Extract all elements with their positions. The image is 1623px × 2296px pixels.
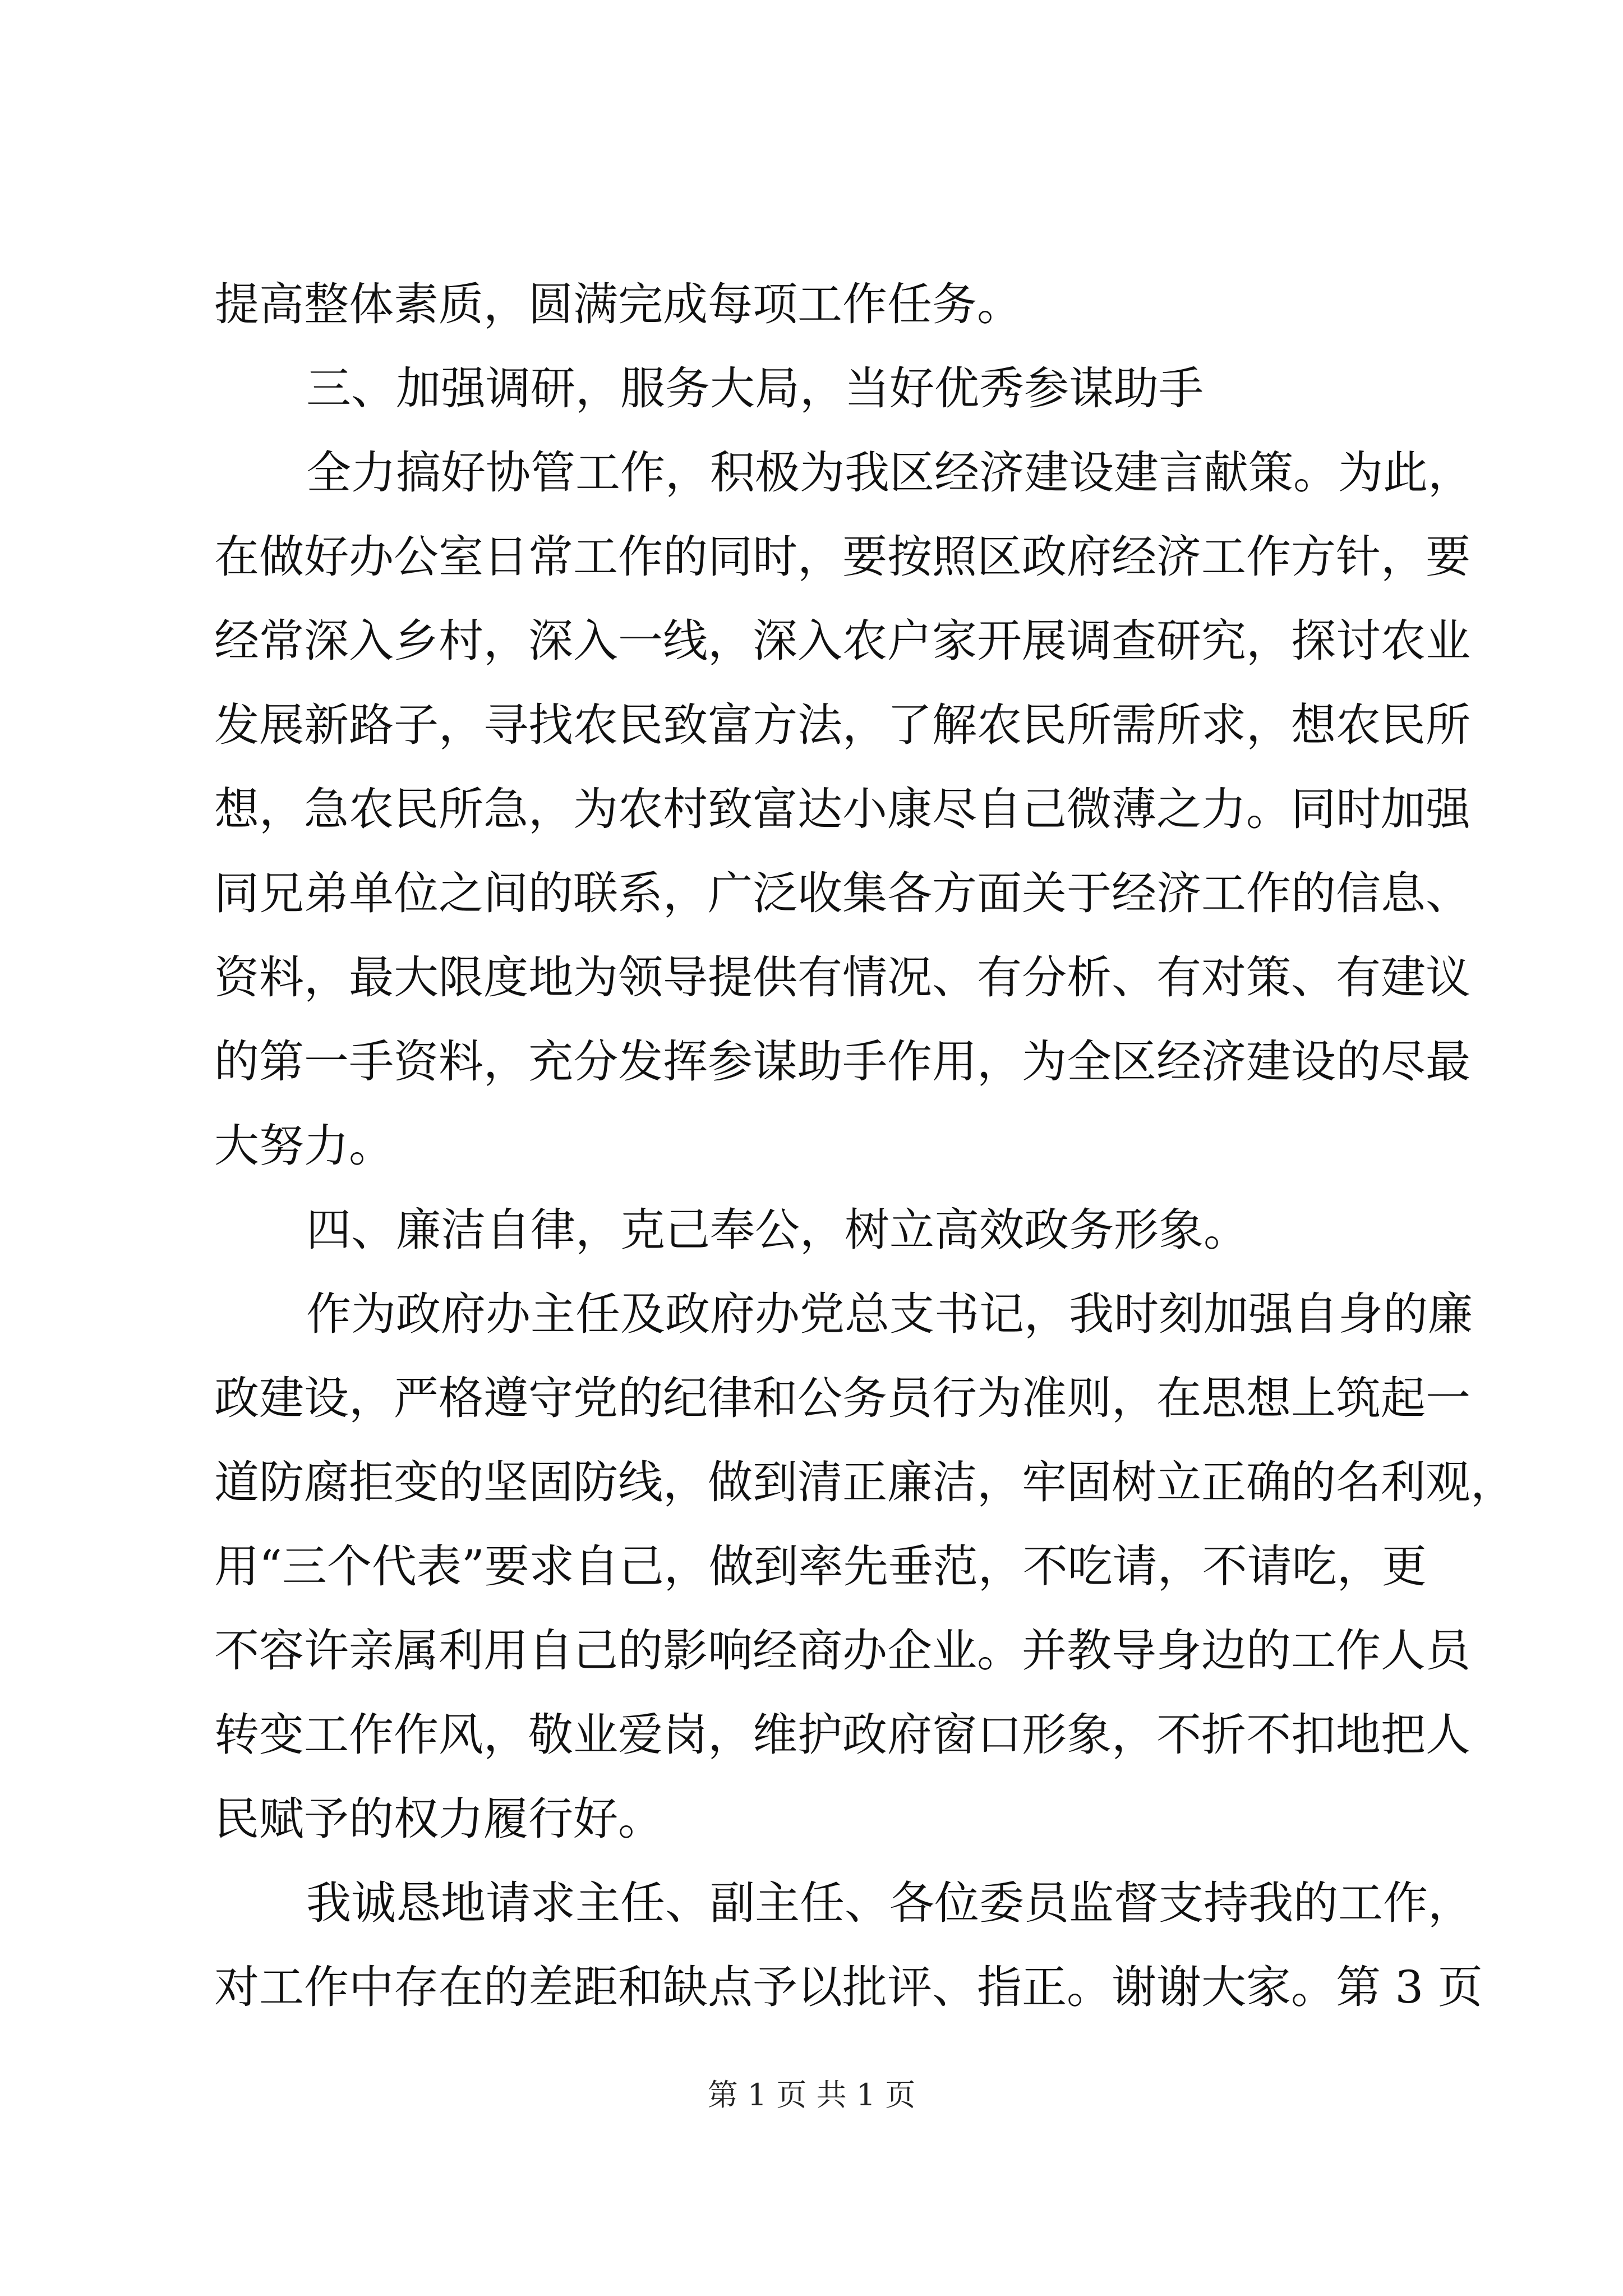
text-line: 民赋予的权力履行好。 [214,1793,663,1845]
text-line: 作为政府办主任及政府办党总支书记，我时刻加强自身的廉 [306,1288,1473,1340]
text-line: 经常深入乡村，深入一线，深入农户家开展调查研究，探讨农业 [214,615,1470,667]
text-line: 同兄弟单位之间的联系，广泛收集各方面关于经济工作的信息、 [214,867,1470,919]
text-line: 道防腐拒变的坚固防线，做到清正廉洁，牢固树立正确的名利观， [214,1456,1515,1508]
text-line: 资料，最大限度地为领导提供有情况、有分析、有对策、有建议 [214,951,1470,1004]
text-line: 全力搞好协管工作，积极为我区经济建设建言献策。为此， [306,447,1473,499]
text-line: 转变工作作风，敬业爱岗，维护政府窗口形象，不折不扣地把人 [214,1709,1470,1761]
text-line: 想，急农民所急，为农村致富达小康尽自己微薄之力。同时加强 [214,783,1470,835]
text-line: 在做好办公室日常工作的同时，要按照区政府经济工作方针，要 [214,531,1470,583]
text-line: 不容许亲属利用自己的影响经商办企业。并教导身边的工作人员 [214,1625,1470,1677]
text-line: 大努力。 [214,1120,394,1172]
text-line: 四、廉洁自律，克己奉公，树立高效政务形象。 [306,1204,1248,1256]
page-footer [0,2076,1623,2115]
text-line: 提高整体素质，圆满完成每项工作任务。 [214,278,1022,330]
text-line: 用“三个代表”要求自己，做到率先垂范，不吃请，不请吃，更 [214,1540,1427,1593]
text-line: 政建设，严格遵守党的纪律和公务员行为准则，在思想上筑起一 [214,1372,1470,1424]
text-line: 三、加强调研，服务大局，当好优秀参谋助手 [306,362,1204,415]
body-text [214,263,1515,2030]
text-line: 对工作中存在的差距和缺点予以批评、指正。谢谢大家。第 3 页 [214,1961,1483,2013]
page-number-label: 第 1 页 共 1 页 [707,2077,916,2113]
text-line: 的第一手资料，充分发挥参谋助手作用，为全区经济建设的尽最 [214,1036,1470,1088]
text-line: 发展新路子，寻找农民致富方法，了解农民所需所求，想农民所 [214,699,1470,751]
text-line: 我诚恳地请求主任、副主任、各位委员监督支持我的工作， [306,1877,1473,1929]
